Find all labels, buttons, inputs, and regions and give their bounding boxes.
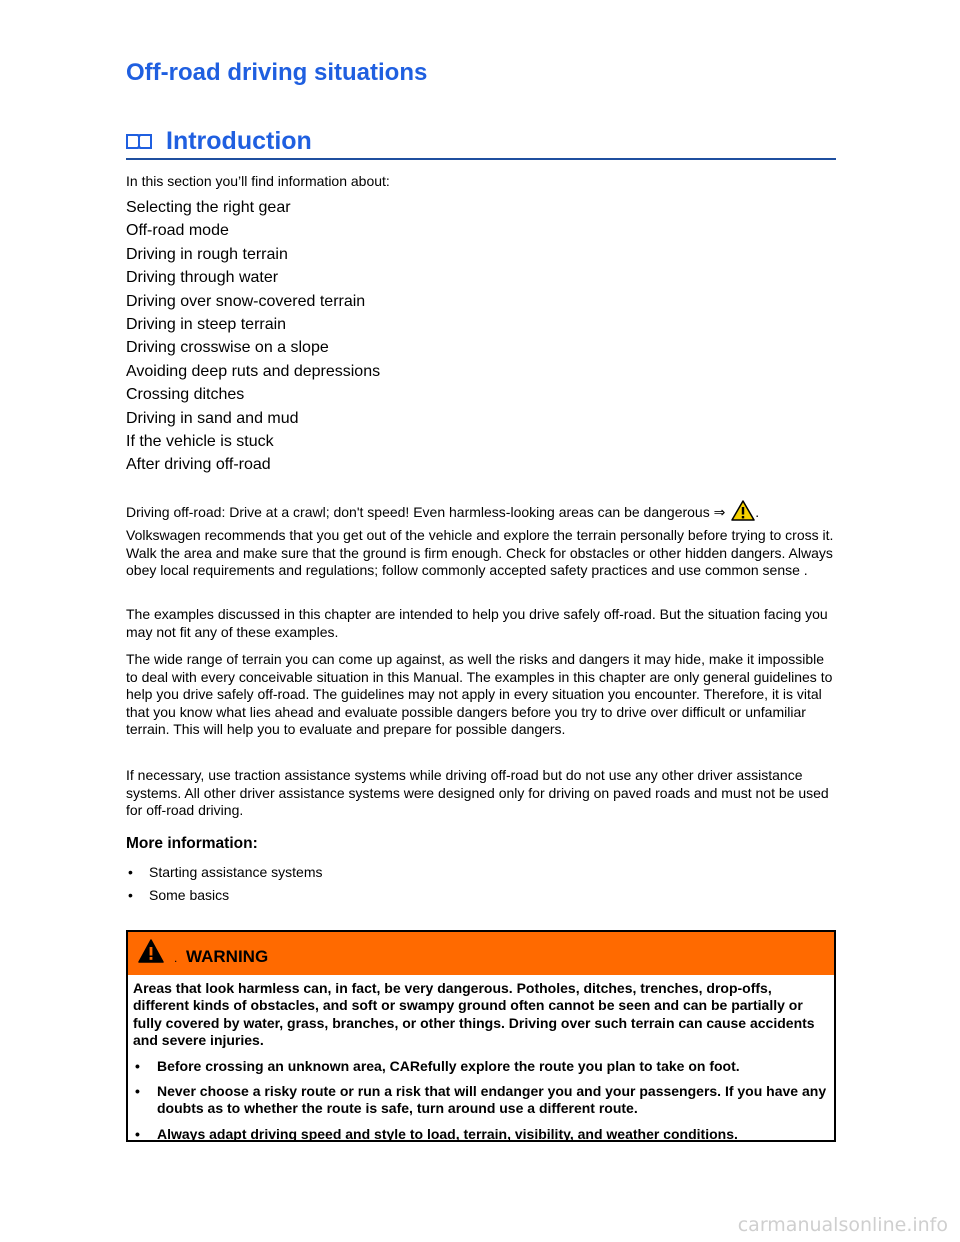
topic-item[interactable]: Crossing ditches (126, 386, 245, 404)
more-info-list (126, 862, 323, 909)
topic-item[interactable]: Driving crosswise on a slope (126, 339, 329, 357)
topic-item[interactable]: Driving through water (126, 269, 279, 287)
topic-item[interactable]: Avoiding deep ruts and depressions (126, 362, 381, 380)
book-icon (126, 133, 152, 149)
more-info-item[interactable] (126, 862, 323, 885)
warning-body (128, 975, 834, 1143)
bullet-glyph: • (128, 887, 133, 904)
intro-line: In this section you’ll find information about: (126, 173, 390, 189)
topic-item[interactable]: After driving off-road (126, 456, 271, 474)
topic-item[interactable]: Off-road mode (126, 222, 229, 240)
section-title: Introduction (166, 127, 312, 155)
watermark: carmanualsonline.info (737, 1214, 948, 1236)
topic-list (126, 198, 380, 479)
paragraph-assistance-systems: If necessary, use traction assistance systems while driving off-road but do not use any other driver assistance systems. All other driver assistance systems were designed only for driving on paved roads and must not be used for off-road driving. (126, 767, 829, 818)
paragraph-end: . (755, 504, 760, 520)
paragraph-text: Driving off-road: Drive at a crawl; don't speed! Even harmless-looking areas can be dangerous ⇒ (126, 504, 726, 520)
bullet-glyph: • (128, 864, 133, 880)
warning-bullet (133, 1083, 828, 1118)
topic-item[interactable]: Driving in sand and mud (126, 409, 299, 427)
more-info-heading: More information: (126, 835, 258, 852)
more-info-item[interactable] (126, 885, 323, 908)
paragraph-driving-offroad (126, 500, 836, 522)
paragraph-terrain-range: The wide range of terrain you can come up against, as well the risks and dangers it may hide, make it impossible to deal with every conceivable situation in this Manual. The examples in this chapter are only general guidelines to help you drive safely off-road. The guidelines may not apply in every situation you encounter. Therefore, it is vital that you know what lies ahead and evaluate possible dangers before you try to drive over difficult or unfamiliar terrain. This will help you to evaluate and prepare for possible dangers. (126, 651, 833, 737)
bullet-glyph: • (135, 1057, 140, 1074)
warning-mark: . (174, 951, 178, 965)
bullet-glyph: • (135, 1125, 140, 1142)
section-heading (126, 124, 836, 160)
topic-item[interactable]: Driving in steep terrain (126, 315, 287, 333)
warning-bullet-text: Before crossing an unknown area, CARefully explore the route you plan to take on foot. (157, 1057, 740, 1074)
warning-bullet (133, 1126, 828, 1143)
warning-triangle-icon (138, 939, 164, 963)
bullet-glyph: • (135, 1083, 140, 1100)
warning-intro: Areas that look harmless can, in fact, be very dangerous. Potholes, ditches, trenches, drop-offs, different kinds of obstacles, and soft or swampy ground often cannot be seen and can be partially or fully covered by water, grass, branches, or other things. Driving over such terrain can cause accidents and severe injuries. (133, 980, 815, 1049)
paragraph-explore-terrain: Volkswagen recommends that you get out of the vehicle and explore the terrain personally before trying to cross it. Walk the area and make sure that the ground is firm enough. Check for obstacles or other hidden dangers. Always obey local requirements and regulations; follow commonly accepted safety practices and use common sense . (126, 527, 834, 578)
warning-bullet-text: Always adapt driving speed and style to load, terrain, visibility, and weather conditions. (157, 1125, 738, 1142)
more-info-link[interactable]: Starting assistance systems (149, 864, 323, 880)
warning-header (128, 932, 834, 975)
warning-label: WARNING (186, 947, 269, 966)
page-title: Off-road driving situations (126, 59, 428, 86)
topic-item[interactable]: Driving in rough terrain (126, 245, 288, 263)
topic-item[interactable]: Driving over snow-covered terrain (126, 292, 366, 310)
warning-bullet-text: Never choose a risky route or run a risk that will endanger you and your passengers. If you have any doubts as to whether the route is safe, turn around use a different route. (157, 1083, 827, 1117)
warning-bullet (133, 1058, 828, 1075)
more-info-link[interactable]: Some basics (149, 887, 230, 904)
warning-box (126, 930, 836, 1142)
warning-reference-icon[interactable] (731, 500, 755, 521)
topic-item[interactable]: If the vehicle is stuck (126, 432, 274, 450)
topic-item[interactable]: Selecting the right gear (126, 199, 291, 216)
paragraph-examples: The examples discussed in this chapter are intended to help you drive safely off-road. But the situation facing you may not fit any of these examples. (126, 606, 828, 640)
